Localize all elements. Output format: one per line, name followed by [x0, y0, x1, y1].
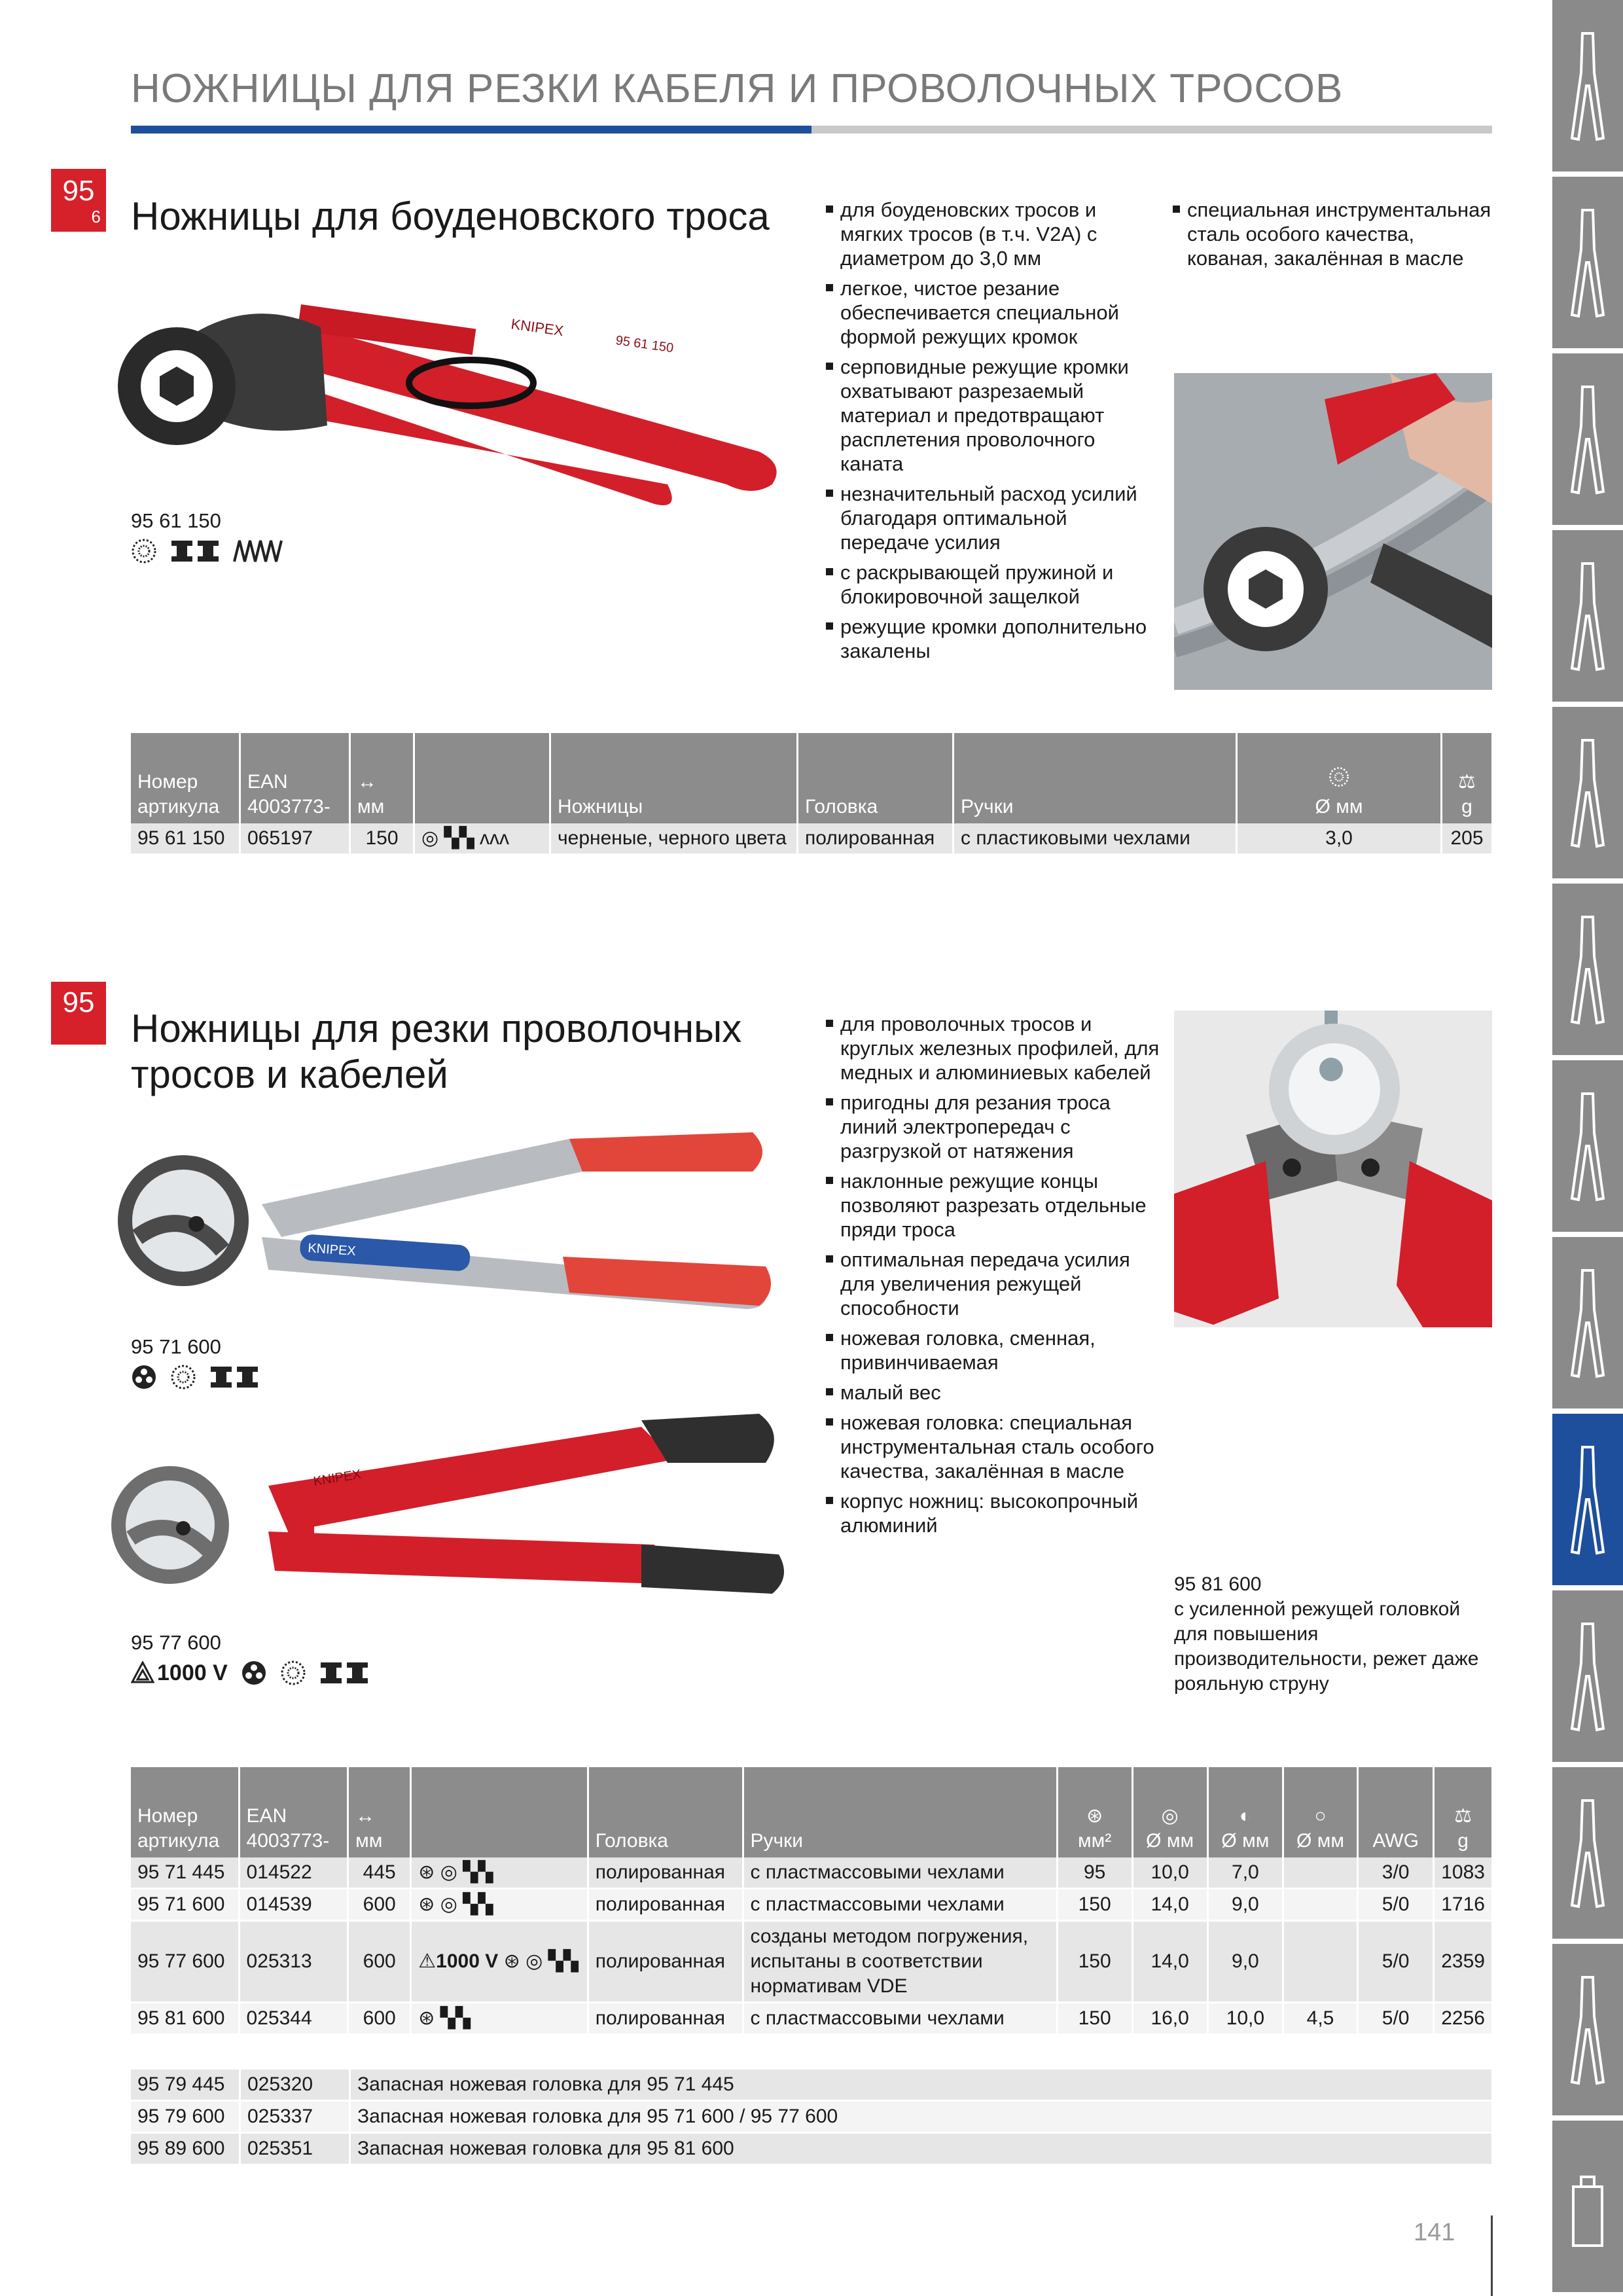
badge-number: 95	[62, 175, 95, 207]
section-title-bowden: Ножницы для боуденовского троса	[131, 194, 770, 238]
cell-cross-section: 150	[1057, 2003, 1132, 2035]
cell-dia-rope: 10,0	[1132, 1857, 1207, 1889]
forged-steel-icon: ▚▚	[440, 2007, 471, 2029]
cell-ean: 014522	[239, 1857, 348, 1889]
stranded-cable-icon: ⊛	[418, 1861, 435, 1883]
crimp-tool-icon	[1568, 1617, 1607, 1735]
stranded-cable-icon	[131, 1364, 157, 1390]
caption-article: 95 81 600	[1174, 1573, 1262, 1595]
cell-head: полированная	[798, 823, 954, 855]
soft-wire-rope-icon	[170, 1364, 196, 1390]
feature-item: наклонные режущие концы позволяют разрезать отдельные пряди троса	[826, 1169, 1160, 1242]
cell-ean: 025313	[239, 1921, 348, 2003]
bowden-cable-shears-image	[105, 288, 798, 511]
sidebar-tab-11[interactable]	[1552, 1767, 1623, 1939]
sidebar-tab-5[interactable]	[1552, 707, 1623, 878]
spec-table-bowden	[131, 733, 1493, 855]
cell-diameter: 3,0	[1237, 823, 1442, 855]
scale-icon: ⚖	[1454, 1805, 1472, 1827]
cell-symbols	[411, 1857, 588, 1889]
col-header-awg: AWG	[1358, 1767, 1434, 1857]
spare-heads-table	[131, 2070, 1493, 2166]
combination-pliers-icon	[1568, 204, 1607, 321]
table-row	[131, 1921, 1493, 2003]
feature-item: для боуденовских тросов и мягких тросов (в т.ч. V2A) с диаметром до 3,0 мм	[826, 198, 1160, 270]
cell-weight: 1716	[1434, 1889, 1493, 1921]
col-header-ean: EAN 4003773-	[240, 733, 350, 823]
cell-description: Запасная ножевая головка для 95 71 445	[350, 2070, 1493, 2101]
sidebar-tab-8[interactable]	[1552, 1237, 1623, 1408]
wire-rope-shears-image-95-71-600	[111, 1126, 798, 1322]
sidebar-tab-4[interactable]	[1552, 530, 1623, 702]
table-row	[131, 2003, 1493, 2035]
forged-steel-icon: ▚▚	[463, 1893, 493, 1915]
feature-item: легкое, чистое резание обеспечивается специальной формой режущих кромок	[826, 276, 1160, 349]
table-row	[131, 2070, 1493, 2101]
cell-ean: 025320	[240, 2070, 350, 2101]
table-row	[131, 2101, 1493, 2133]
col-header-ean: EAN 4003773-	[239, 1767, 348, 1857]
spring-icon	[233, 538, 285, 564]
col-header-weight: ⚖ g	[1442, 733, 1493, 823]
sidebar-tab-6[interactable]	[1552, 884, 1623, 1055]
cell-dia-hard	[1283, 1889, 1358, 1921]
forged-steel-icon	[170, 538, 220, 564]
soft-wire-rope-icon	[131, 538, 157, 564]
cell-head: полированная	[588, 1921, 743, 2003]
cell-ean: 025337	[240, 2101, 350, 2133]
cell-ean: 025344	[239, 2003, 348, 2035]
cell-dia-medium: 10,0	[1207, 2003, 1283, 2035]
circlip-pliers-icon	[1568, 1971, 1607, 2089]
cell-dia-hard: 4,5	[1283, 2003, 1358, 2035]
soft-wire-rope-icon: ◎	[421, 827, 439, 849]
cell-ean: 025351	[240, 2133, 350, 2165]
feature-item: пригодны для резания троса линий электропередач с разгрузкой от натяжения	[826, 1090, 1160, 1163]
forged-steel-icon	[209, 1364, 259, 1390]
col-header-weight: ⚖ g	[1434, 1767, 1493, 1857]
forged-steel-icon: ▚▚	[548, 1950, 579, 1972]
needle-nose-pliers-icon	[1568, 557, 1607, 675]
vde-triangle-icon	[131, 1661, 154, 1685]
col-header-cross-section: ⊛ мм²	[1057, 1767, 1132, 1857]
section-badge-95	[51, 982, 106, 1045]
col-header-length: ↔ мм	[350, 733, 414, 823]
feature-item: ножевая головка, сменная, привинчиваемая	[826, 1326, 1160, 1374]
col-header-handles: Ручки	[743, 1767, 1057, 1857]
wire-stripper-icon	[1568, 1794, 1607, 1912]
cell-length: 600	[348, 1889, 411, 1921]
tool-brand-text: KNIPEX	[510, 315, 565, 340]
cell-handles: с пластмассовыми чехлами	[743, 2003, 1057, 2035]
table-row	[131, 1857, 1493, 1889]
cell-dia-rope: 14,0	[1132, 1889, 1207, 1921]
col-header-shears: Ножницы	[550, 733, 798, 823]
col-header-handles: Ручки	[954, 733, 1237, 823]
cell-symbols: ⚠1000 V ⊛ ◎ ▚▚	[411, 1921, 588, 2003]
stranded-cable-icon	[241, 1660, 267, 1686]
cell-dia-medium: 7,0	[1207, 1857, 1283, 1889]
cell-weight: 1083	[1434, 1857, 1493, 1889]
cell-article: 95 71 445	[131, 1857, 239, 1889]
cell-awg: 3/0	[1358, 1857, 1434, 1889]
forged-steel-icon: ▚▚	[444, 827, 474, 849]
article-95-71-600: 95 71 600	[131, 1335, 221, 1358]
cell-cross-section: 95	[1057, 1857, 1132, 1889]
spring-icon: ʌʌʌ	[480, 827, 510, 849]
length-arrow-icon: ↔	[355, 1805, 376, 1827]
title-rule	[812, 126, 1492, 134]
feature-item: малый вес	[826, 1380, 1160, 1405]
tool-brand-text: KNIPEX	[307, 1241, 357, 1259]
stranded-cable-icon: ⊛	[418, 1893, 435, 1915]
cell-length: 445	[348, 1857, 411, 1889]
caption-text: с усиленной режущей головкой для повышения производительности, режет даже рояльную струну	[1174, 1598, 1479, 1695]
cell-handles: с пластмассовыми чехлами	[743, 1857, 1057, 1889]
col-header-dia-rope: ◎ Ø мм	[1132, 1767, 1207, 1857]
cell-dia-hard	[1283, 1857, 1358, 1889]
symbol-row-3	[131, 1660, 369, 1686]
cable-shears-icon	[1568, 1441, 1607, 1558]
sidebar-tab-7[interactable]	[1552, 1060, 1623, 1232]
cell-dia-medium: 9,0	[1207, 1921, 1283, 2003]
article-95-77-600: 95 77 600	[131, 1631, 221, 1654]
toolcase-icon	[1568, 2147, 1607, 2265]
insulated-wire-rope-shears-image-95-77-600	[105, 1414, 798, 1623]
cell-article: 95 61 150	[131, 823, 240, 855]
features-list-2	[826, 1012, 1160, 1543]
bowden-shears-in-use-photo	[1174, 373, 1492, 690]
badge-number: 95	[62, 986, 95, 1018]
col-header-head: Головка	[588, 1767, 743, 1857]
cell-weight: 2359	[1434, 1921, 1493, 2003]
table-row	[131, 2133, 1493, 2165]
pliers-icon	[1568, 27, 1607, 145]
symbol-row-2	[131, 1364, 259, 1390]
table-row	[131, 823, 1493, 855]
cell-description: Запасная ножевая головка для 95 81 600	[350, 2133, 1493, 2165]
crimping-pliers-icon	[1568, 1264, 1607, 1382]
stranded-cable-icon: ⊛	[418, 2007, 435, 2029]
cell-head: полированная	[588, 2003, 743, 2035]
cell-symbols	[411, 1889, 588, 1921]
feature-item: режущие кромки дополнительно закалены	[826, 615, 1160, 663]
feature-item: с раскрывающей пружиной и блокировочной защелкой	[826, 560, 1160, 609]
cell-article: 95 79 600	[131, 2101, 240, 2133]
cell-length: 150	[350, 823, 414, 855]
cell-symbols	[411, 2003, 588, 2035]
cell-symbols	[414, 823, 550, 855]
cell-description: Запасная ножевая головка для 95 71 600 / 95 77 600	[350, 2101, 1493, 2133]
cell-article: 95 89 600	[131, 2133, 240, 2165]
col-header-head: Головка	[798, 733, 954, 823]
sidebar-tab-9[interactable]	[1552, 1414, 1623, 1585]
col-header-article: Номер артикула	[131, 1767, 239, 1857]
circle-icon: ○	[1314, 1805, 1327, 1827]
features-list-1b	[1173, 198, 1493, 276]
col-header-symbols	[414, 733, 550, 823]
cell-cross-section: 150	[1057, 1921, 1132, 2003]
cell-article: 95 77 600	[131, 1921, 239, 2003]
col-header-dia-hard: ○ Ø мм	[1283, 1767, 1358, 1857]
forged-steel-icon: ▚▚	[463, 1861, 493, 1883]
tool-brand-text: KNIPEX	[312, 1467, 363, 1489]
end-cutter-icon	[1568, 734, 1607, 852]
scale-icon: ⚖	[1458, 771, 1476, 793]
cell-weight: 2256	[1434, 2003, 1493, 2035]
sidebar-tab-12[interactable]	[1552, 1944, 1623, 2115]
symbol-row-1	[131, 538, 285, 564]
cell-dia-hard	[1283, 1921, 1358, 2003]
cell-handles: созданы методом погружения, испытаны в соответствии нормативам VDE	[743, 1921, 1057, 2003]
cell-awg: 5/0	[1358, 1889, 1434, 1921]
title-rule-accent	[131, 126, 812, 134]
badge-sub-number: 6	[91, 207, 101, 226]
cell-awg: 5/0	[1358, 1921, 1434, 2003]
cell-ean: 014539	[239, 1889, 348, 1921]
sidebar-tab-3[interactable]	[1552, 353, 1623, 525]
col-header-article: Номер артикула	[131, 733, 240, 823]
feature-item: ножевая головка: специальная инструментальная сталь особого качества, закалённая в масле	[826, 1410, 1160, 1483]
cell-handles: с пластмассовыми чехлами	[743, 1889, 1057, 1921]
cell-dia-rope: 14,0	[1132, 1921, 1207, 2003]
page-number: 141	[1414, 2219, 1455, 2246]
article-95-61-150: 95 61 150	[131, 509, 221, 532]
features-list-1	[826, 198, 1160, 669]
col-header-symbols	[411, 1767, 588, 1857]
sidebar-tab-13[interactable]	[1552, 2121, 1623, 2292]
cell-article: 95 71 600	[131, 1889, 239, 1921]
cell-cross-section: 150	[1057, 1889, 1132, 1921]
sidebar-tab-2[interactable]	[1552, 177, 1623, 348]
soft-wire-rope-icon: ◎	[440, 1893, 457, 1915]
forged-steel-icon	[319, 1660, 369, 1686]
feature-item: корпус ножниц: высокопрочный алюминий	[826, 1489, 1160, 1537]
cell-ean: 065197	[240, 823, 350, 855]
cell-handles: с пластиковыми чехлами	[954, 823, 1237, 855]
col-header-diameter: Ø мм	[1237, 733, 1442, 823]
page-title: НОЖНИЦЫ ДЛЯ РЕЗКИ КАБЕЛЯ И ПРОВОЛОЧНЫХ ТРОСОВ	[131, 66, 1344, 111]
vde-triangle-icon: ⚠	[418, 1950, 437, 1972]
feature-item: незначительный расход усилий благодаря оптимальной передаче усилия	[826, 482, 1160, 554]
sidebar-tab-10[interactable]	[1552, 1590, 1623, 1762]
soft-wire-rope-icon: ◎	[1161, 1805, 1179, 1827]
cell-head: полированная	[588, 1889, 743, 1921]
soft-wire-rope-icon: ◎	[440, 1861, 457, 1883]
col-header-dia-medium: ◐ Ø мм	[1207, 1767, 1283, 1857]
vde-1000v-badge: 1000 V	[131, 1660, 228, 1686]
stranded-cable-icon: ⊛	[1086, 1805, 1103, 1827]
page-number-rule	[1491, 2215, 1493, 2296]
soft-wire-rope-icon: ◎	[526, 1950, 543, 1972]
diagonal-cutter-icon	[1568, 910, 1607, 1028]
photo-caption	[1174, 1572, 1495, 1696]
cell-awg: 5/0	[1358, 2003, 1434, 2035]
cell-length: 600	[348, 2003, 411, 2035]
col-header-length: ↔ мм	[348, 1767, 411, 1857]
cell-dia-medium: 9,0	[1207, 1889, 1283, 1921]
tool-model-text: 95 61 150	[615, 333, 675, 356]
soft-wire-rope-icon	[1328, 766, 1350, 788]
water-pump-pliers-icon	[1568, 1087, 1607, 1205]
section-title-wire-rope: Ножницы для резки проволочных тросов и кабелей	[131, 1007, 742, 1096]
soft-wire-rope-icon	[280, 1660, 306, 1686]
feature-item: оптимальная передача усилия для увеличения режущей способности	[826, 1247, 1160, 1320]
cell-article: 95 79 445	[131, 2070, 240, 2101]
cell-shears: черненые, черного цвета	[550, 823, 798, 855]
feature-item: серповидные режущие кромки охватывают разрезаемый материал и предотвращают расплетения проволочного каната	[826, 355, 1160, 476]
long-nose-pliers-icon	[1568, 380, 1607, 498]
cell-length: 600	[348, 1921, 411, 2003]
cell-head: полированная	[588, 1857, 743, 1889]
cell-weight: 205	[1442, 823, 1493, 855]
wire-rope-shears-closeup-photo	[1174, 1011, 1492, 1327]
stranded-cable-icon: ⊛	[503, 1950, 520, 1972]
half-circle-icon: ◐	[1239, 1805, 1251, 1827]
feature-item: специальная инструментальная сталь особого качества, кованая, закалённая в масле	[1173, 198, 1493, 270]
cell-article: 95 81 600	[131, 2003, 239, 2035]
cell-dia-rope: 16,0	[1132, 2003, 1207, 2035]
section-badge-95-6	[51, 169, 106, 232]
feature-item: для проволочных тросов и круглых железных профилей, для медных и алюминиевых кабелей	[826, 1012, 1160, 1085]
length-arrow-icon: ↔	[357, 771, 377, 793]
table-row	[131, 1889, 1493, 1921]
spec-table-wire-rope	[131, 1767, 1493, 2036]
sidebar-tab-1[interactable]	[1552, 0, 1623, 171]
